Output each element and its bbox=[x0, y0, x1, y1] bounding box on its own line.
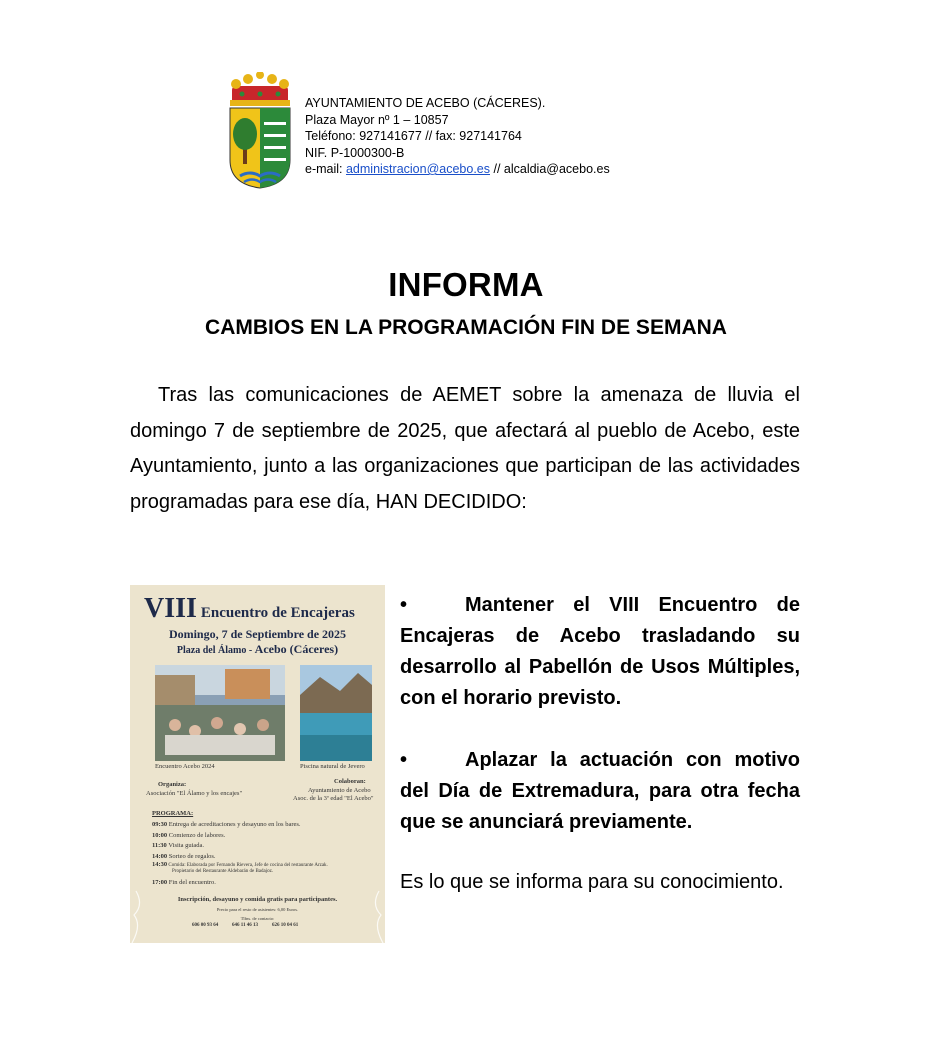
poster-phones-label: Tlfns. de contacto: bbox=[240, 916, 275, 921]
decision-list bbox=[400, 590, 800, 838]
poster-title-roman: VIII bbox=[144, 593, 197, 624]
poster-photo-crowd bbox=[155, 665, 285, 761]
poster-program-label: PROGRAMA: bbox=[152, 810, 194, 817]
poster-place-b: Acebo (Cáceres) bbox=[254, 642, 339, 656]
poster-footer: Inscripción, desayuno y comida gratis para participantes. bbox=[177, 896, 338, 903]
email-prefix: e-mail: bbox=[305, 162, 346, 176]
decision-item bbox=[400, 745, 800, 838]
poster-footer-small: Precio para el resto de asistentes: 6,00 Euros. bbox=[216, 907, 299, 912]
program-item: 10:00 Comienzo de labores. bbox=[152, 831, 226, 839]
program-item: Propietario del Restaurante Aldebarán de Badajoz. bbox=[172, 869, 274, 875]
coat-of-arms-icon bbox=[226, 72, 294, 190]
bullet-icon: • bbox=[400, 594, 408, 616]
closing-paragraph: Es lo que se informa para su conocimiento. bbox=[400, 871, 784, 893]
decision-text: Mantener el VIII Encuentro de Encajeras de Acebo trasladando su desarrollo al Pabellón de Usos Múltiples, con el horario previsto. bbox=[400, 594, 800, 709]
page-subtitle: CAMBIOS EN LA PROGRAMACIÓN FIN DE SEMANA bbox=[205, 316, 727, 339]
poster-place-a: Plaza del Álamo - bbox=[176, 645, 255, 656]
town-hall-name: AYUNTAMIENTO DE ACEBO (CÁCERES). bbox=[305, 96, 546, 110]
poster-title-text: Encuentro de Encajeras bbox=[200, 605, 355, 621]
program-item: 14:00 Sorteo de regalos. bbox=[152, 852, 216, 860]
page-title: INFORMA bbox=[388, 266, 544, 303]
bullet-icon: • bbox=[400, 749, 408, 771]
intro-paragraph: Tras las comunicaciones de AEMET sobre la amenaza de lluvia el domingo 7 de septiembre de 2025, que afectará al pueblo de Acebo, este Ayuntamiento, junto a las organizaciones que participan de las actividades programadas para ese día, HAN DECIDIDO: bbox=[130, 384, 800, 513]
program-item: 17:00 Fin del encuentro. bbox=[152, 879, 216, 887]
lace-decoration-icon bbox=[365, 885, 385, 943]
email-line bbox=[305, 161, 610, 178]
poster-organiza-value: Asociación "El Álamo y los encajes" bbox=[146, 790, 243, 797]
poster-phone: 626 10 04 61 bbox=[272, 923, 299, 928]
email-suffix: // alcaldia@acebo.es bbox=[490, 162, 610, 176]
poster-place bbox=[130, 642, 385, 657]
contact-block bbox=[305, 95, 610, 178]
letterhead bbox=[226, 72, 786, 192]
decision-item bbox=[400, 590, 800, 714]
poster-phone: 606 00 93 64 bbox=[192, 923, 219, 928]
poster-caption-right: Piscina natural de Jevero bbox=[300, 763, 365, 770]
program-item: 14:30 Comida: Elaborada por Fernando Rievera, Jefe de cocina del restaurante Arzak. bbox=[152, 861, 328, 869]
poster-colaboran-label: Colaboran: bbox=[334, 778, 366, 785]
poster-organiza-label: Organiza: bbox=[158, 781, 187, 788]
poster-program bbox=[152, 820, 328, 889]
program-item: 11:30 Visita guiada. bbox=[152, 842, 205, 850]
decision-text: Aplazar la actuación con motivo del Día de Extremadura, para otra fecha que se anunciará previamente. bbox=[400, 749, 800, 833]
poster-photo-pool bbox=[300, 665, 372, 761]
poster-phone: 646 11 46 13 bbox=[232, 923, 258, 928]
program-item: 09:30 Entrega de acreditaciones y desayuno en los bares. bbox=[152, 821, 301, 828]
event-poster bbox=[130, 585, 385, 943]
poster-title bbox=[144, 593, 355, 625]
email-link[interactable]: administracion@acebo.es bbox=[345, 162, 490, 176]
nif: NIF. P-1000300-B bbox=[305, 145, 405, 160]
poster-caption-left: Encuentro Acebo 2024 bbox=[155, 763, 215, 770]
address: Plaza Mayor nº 1 – 10857 bbox=[305, 112, 449, 127]
phone: Teléfono: 927141677 // fax: 927141764 bbox=[305, 129, 522, 143]
poster-date: Domingo, 7 de Septiembre de 2025 bbox=[168, 627, 347, 641]
poster-colaboran-1: Ayuntamiento de Acebo bbox=[308, 787, 371, 794]
lace-decoration-icon bbox=[130, 885, 150, 943]
poster-colaboran-2: Asoc. de la 3ª edad "El Acebo" bbox=[293, 795, 374, 802]
